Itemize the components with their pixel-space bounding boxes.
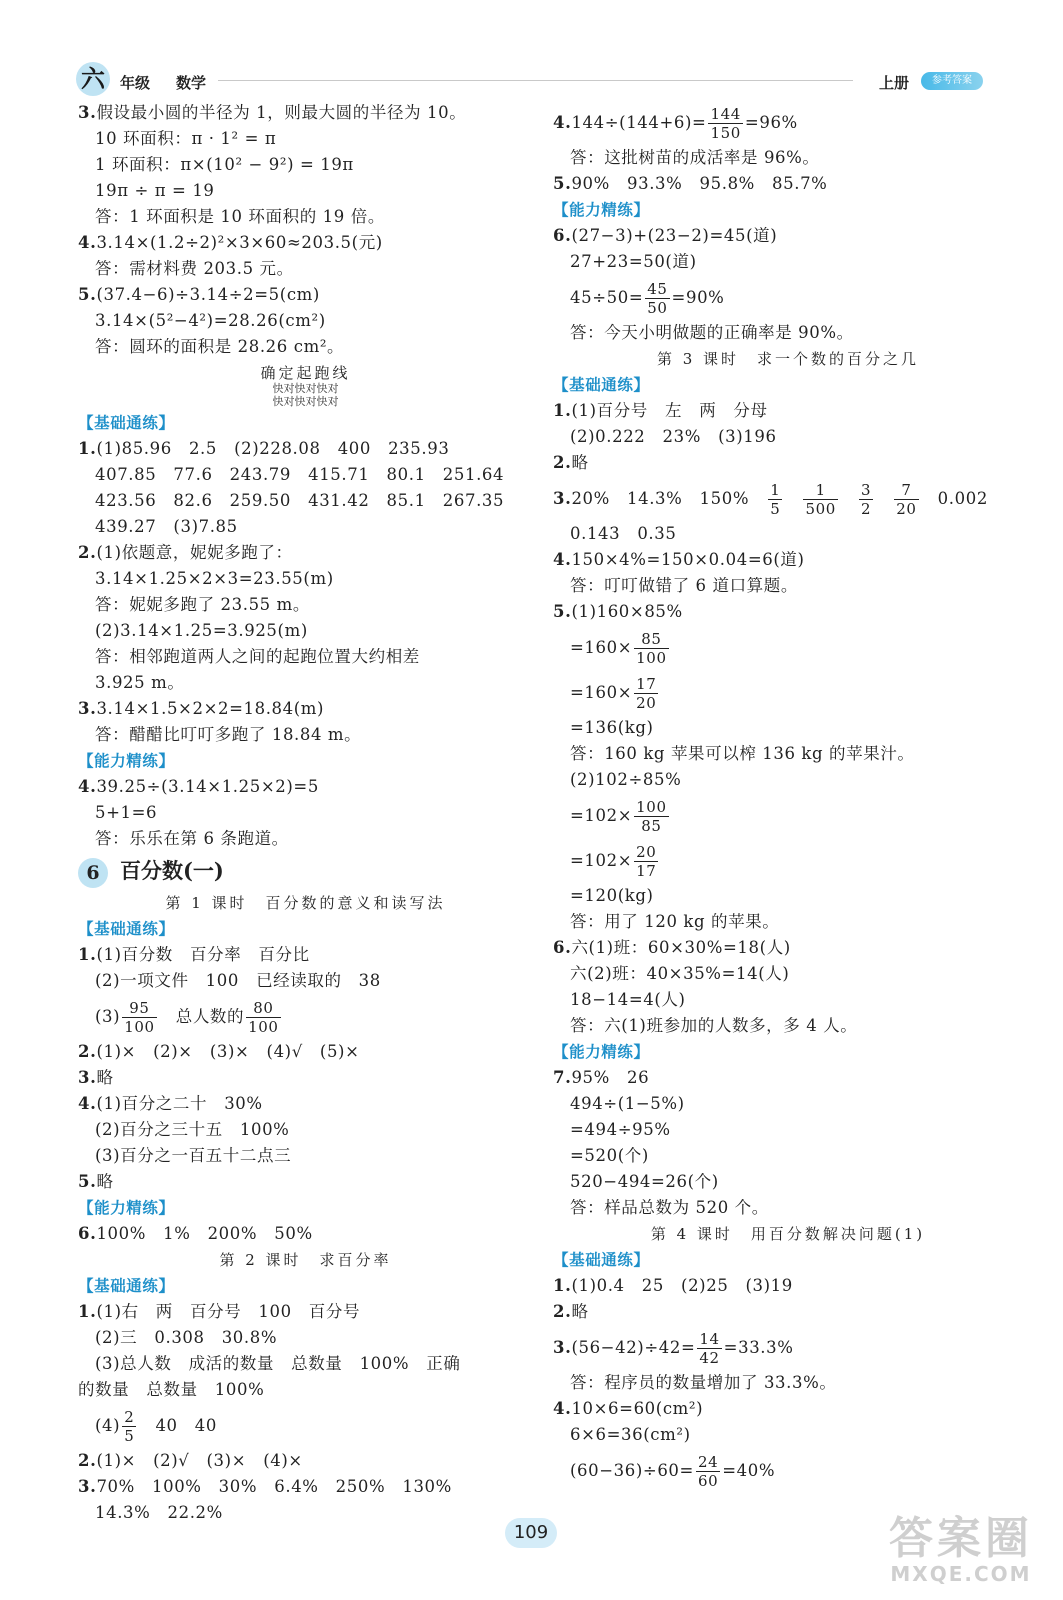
chapter-number: 6 xyxy=(78,858,108,888)
text-segment: (3) xyxy=(95,1007,121,1026)
answer-line xyxy=(78,566,533,592)
page-header xyxy=(68,58,983,98)
answer-line xyxy=(553,573,1023,599)
answer-line xyxy=(553,838,1023,883)
text-segment: 答：今天小明做题的正确率是 90%。 xyxy=(570,323,854,342)
answer-line xyxy=(78,1091,533,1117)
item-number: 3. xyxy=(78,1068,97,1087)
text-segment: (1)右 两 百分号 100 百分号 xyxy=(96,1302,361,1321)
answer-line xyxy=(553,1117,1023,1143)
text-segment: 70% 100% 30% 6.4% 250% 130% xyxy=(96,1477,452,1496)
item-number: 1. xyxy=(78,439,97,458)
section-heading xyxy=(78,748,533,774)
answer-line xyxy=(553,987,1023,1013)
fraction-denominator: 2 xyxy=(861,500,872,518)
text-segment: 20% 14.3% 150% xyxy=(571,489,767,508)
answer-line xyxy=(78,1325,533,1351)
answer-line xyxy=(78,1169,533,1195)
text-segment: =494÷95% xyxy=(570,1120,671,1139)
text-segment: 40 40 xyxy=(138,1416,217,1435)
answer-line xyxy=(553,1396,1023,1422)
answer-line xyxy=(78,230,533,256)
text-segment: 答：叮叮做错了 6 道口算题。 xyxy=(570,576,798,595)
item-number: 2. xyxy=(78,543,97,562)
answer-line xyxy=(553,1448,1023,1493)
fraction-numerator: 2 xyxy=(124,1408,135,1426)
answer-line xyxy=(78,1299,533,1325)
fraction-denominator: 17 xyxy=(636,862,657,880)
answer-line xyxy=(78,644,533,670)
text-segment: (2)3.14×1.25=3.925(m) xyxy=(95,621,308,640)
fraction-denominator: 42 xyxy=(699,1349,720,1367)
text-segment: 的数量 总数量 100% xyxy=(78,1380,265,1399)
text-segment: (60−36)÷60= xyxy=(570,1461,694,1480)
item-number: 4. xyxy=(553,550,572,569)
text-segment: 144÷(144+6)= xyxy=(571,113,707,132)
text-segment: 6×6=36(cm²) xyxy=(570,1425,691,1444)
text-segment: 【基础通练】 xyxy=(553,376,650,394)
text-segment: (1)× (2)× (3)× (4)√ (5)× xyxy=(96,1042,360,1061)
answer-line xyxy=(553,1299,1023,1325)
answer-line xyxy=(78,256,533,282)
item-number: 1. xyxy=(553,401,572,420)
fraction-numerator: 1 xyxy=(803,481,837,500)
text-segment: 答：相邻跑道两人之间的起跑位置大约相差 xyxy=(95,647,420,666)
answer-line xyxy=(78,1221,533,1247)
fraction xyxy=(696,1453,720,1490)
text-segment: 略 xyxy=(571,453,589,472)
page-number: 109 xyxy=(505,1518,557,1548)
chapter-title: 百分数(一) xyxy=(120,858,224,883)
volume-label: 上册 xyxy=(878,74,909,92)
answer-line xyxy=(553,100,1023,145)
text-segment: 0.002 xyxy=(920,489,988,508)
answer-line xyxy=(553,275,1023,320)
text-segment: 423.56 82.6 259.50 431.42 85.1 267.35 xyxy=(95,491,505,510)
scribble-text: 快对快对快对 xyxy=(272,382,339,395)
answer-line xyxy=(553,715,1023,741)
answer-line xyxy=(553,1143,1023,1169)
answer-line xyxy=(78,1377,533,1403)
text-segment: 略 xyxy=(96,1068,114,1087)
answer-line xyxy=(78,334,533,360)
answer-line xyxy=(78,204,533,230)
text-segment: 5+1=6 xyxy=(95,803,158,822)
section-heading xyxy=(78,916,533,942)
text-segment: (1)× (2)√ (3)× (4)× xyxy=(96,1451,303,1470)
answer-line xyxy=(553,521,1023,547)
text-segment: 答：需材料费 203.5 元。 xyxy=(95,259,294,278)
answer-line xyxy=(553,909,1023,935)
section-heading xyxy=(78,1195,533,1221)
fraction-numerator: 17 xyxy=(636,675,657,693)
answer-line xyxy=(78,592,533,618)
answer-line xyxy=(78,1474,533,1500)
text-segment: =160× xyxy=(570,638,633,657)
text-segment: 3.14×(1.2÷2)²×3×60≈203.5(元) xyxy=(96,233,383,252)
text-segment: 答：六(1)班参加的人数多，多 4 人。 xyxy=(570,1016,858,1035)
text-segment: =136(kg) xyxy=(570,718,654,737)
text-segment: 答：醋醋比叮叮多跑了 18.84 m。 xyxy=(95,725,362,744)
scribble-text: 快对快对快对 xyxy=(272,395,339,408)
fraction-denominator: 5 xyxy=(770,500,781,518)
fraction-denominator: 85 xyxy=(641,817,662,835)
subject-label: 数学 xyxy=(176,74,207,92)
text-segment: 3.14×1.25×2×3=23.55(m) xyxy=(95,569,334,588)
text-segment: 14.3% 22.2% xyxy=(95,1503,223,1522)
answer-line xyxy=(78,488,533,514)
answer-line xyxy=(553,1273,1023,1299)
text-segment: (1)百分号 左 两 分母 xyxy=(571,401,768,420)
lesson-title xyxy=(78,890,533,916)
answer-line xyxy=(78,308,533,334)
text-segment: (1)百分数 百分率 百分比 xyxy=(96,945,310,964)
item-number: 3. xyxy=(78,699,97,718)
answer-line xyxy=(78,1117,533,1143)
answer-line xyxy=(553,547,1023,573)
answer-line xyxy=(553,1325,1023,1370)
fraction-denominator: 500 xyxy=(805,500,836,518)
answer-line xyxy=(78,942,533,968)
text-segment: 10×6=60(cm²) xyxy=(571,1399,704,1418)
text-segment: 95% 26 xyxy=(571,1068,650,1087)
text-segment: 18−14=4(人) xyxy=(570,990,686,1009)
answer-line xyxy=(78,178,533,204)
answer-line xyxy=(78,696,533,722)
fraction xyxy=(634,843,658,880)
text-segment xyxy=(875,489,892,508)
answer-line xyxy=(78,1500,533,1526)
answer-line xyxy=(553,450,1023,476)
item-number: 4. xyxy=(553,1399,572,1418)
text-segment: (27−3)+(23−2)=45(道) xyxy=(571,226,778,245)
answer-line xyxy=(553,625,1023,670)
text-segment: 1 环面积：π×(10² − 9²) = 19π xyxy=(95,155,354,174)
answer-line xyxy=(78,774,533,800)
fraction xyxy=(894,481,918,518)
answer-line xyxy=(78,1448,533,1474)
fraction-denominator: 20 xyxy=(896,500,917,518)
fraction xyxy=(122,1408,136,1445)
text-segment: 六(2)班：40×35%=14(人) xyxy=(570,964,790,983)
text-segment: 确定起跑线 xyxy=(260,364,351,382)
fraction-numerator: 85 xyxy=(634,630,668,649)
fraction xyxy=(645,280,669,317)
text-segment: 答：妮妮多跑了 23.55 m。 xyxy=(95,595,310,614)
lesson-title xyxy=(78,1247,533,1273)
text-segment: 【能力精练】 xyxy=(78,1199,175,1217)
item-number: 3. xyxy=(78,103,97,122)
item-number: 4. xyxy=(78,777,97,796)
fraction xyxy=(768,481,782,518)
answer-line xyxy=(78,1143,533,1169)
fraction-denominator: 150 xyxy=(710,124,741,142)
text-segment: 【基础通练】 xyxy=(78,920,175,938)
text-segment: 520−494=26(个) xyxy=(570,1172,719,1191)
text-segment: 第 1 课时 百分数的意义和读写法 xyxy=(165,894,446,912)
text-segment: =40% xyxy=(722,1461,776,1480)
section-heading xyxy=(553,1247,1023,1273)
text-segment: (1)依题意，妮妮多跑了： xyxy=(96,543,293,562)
fraction xyxy=(122,999,156,1036)
answer-line xyxy=(553,249,1023,275)
text-segment: 3.14×(5²−4²)=28.26(cm²) xyxy=(95,311,326,330)
item-number: 6. xyxy=(78,1224,97,1243)
answer-line xyxy=(78,462,533,488)
answer-line xyxy=(553,599,1023,625)
fraction-numerator: 14 xyxy=(699,1330,720,1348)
item-number: 6. xyxy=(553,226,572,245)
answer-line xyxy=(78,800,533,826)
item-number: 2. xyxy=(78,1042,97,1061)
fraction-denominator: 100 xyxy=(636,649,667,667)
lesson-title xyxy=(553,346,1023,372)
text-segment: =96% xyxy=(744,113,798,132)
grade-badge: 六 xyxy=(76,62,110,96)
item-number: 3. xyxy=(553,489,572,508)
text-segment: 407.85 77.6 243.79 415.71 80.1 251.64 xyxy=(95,465,505,484)
text-segment: =120(kg) xyxy=(570,886,654,905)
text-segment: 10 环面积：π · 1² = π xyxy=(95,129,277,148)
text-segment: 3.14×1.5×2×2=18.84(m) xyxy=(96,699,325,718)
item-number: 4. xyxy=(78,1094,97,1113)
section-heading xyxy=(553,1039,1023,1065)
grade-label: 年级 xyxy=(120,74,151,92)
fraction-numerator: 20 xyxy=(636,843,657,861)
item-number: 5. xyxy=(553,174,572,193)
answer-line xyxy=(553,961,1023,987)
answer-line xyxy=(78,1403,533,1448)
answer-key-badge: 参考答案 xyxy=(921,72,983,90)
text-segment: 439.27 (3)7.85 xyxy=(95,517,238,536)
fraction-numerator: 24 xyxy=(697,1453,719,1471)
item-number: 4. xyxy=(78,233,97,252)
fraction xyxy=(634,675,658,712)
text-segment: =102× xyxy=(570,851,633,870)
answer-line xyxy=(78,1065,533,1091)
item-number: 3. xyxy=(553,1338,572,1357)
text-segment: 答：160 kg 苹果可以榨 136 kg 的苹果汁。 xyxy=(570,744,915,763)
fraction-denominator: 5 xyxy=(124,1427,135,1445)
text-segment: 总人数的 xyxy=(158,1007,245,1026)
text-segment: 第 2 课时 求百分率 xyxy=(219,1251,392,1269)
text-segment: 【基础通练】 xyxy=(78,1277,175,1295)
watermark xyxy=(889,1513,1033,1586)
fraction xyxy=(246,999,280,1036)
fraction-numerator: 80 xyxy=(246,999,280,1018)
chapter-heading xyxy=(78,852,533,890)
text-segment: 【基础通练】 xyxy=(78,414,175,432)
lesson-title xyxy=(553,1221,1023,1247)
text-segment: 略 xyxy=(571,1302,589,1321)
section-heading xyxy=(78,1273,533,1299)
text-segment xyxy=(784,489,801,508)
text-segment: (2)百分之三十五 100% xyxy=(95,1120,290,1139)
text-segment: (1)160×85% xyxy=(571,602,683,621)
fraction-denominator: 100 xyxy=(124,1018,155,1036)
answer-line xyxy=(553,320,1023,346)
answer-line xyxy=(553,1422,1023,1448)
text-segment: 39.25÷(3.14×1.25×2)=5 xyxy=(96,777,319,796)
header-rule xyxy=(218,80,853,81)
text-segment: 3.925 m。 xyxy=(95,673,185,692)
text-segment: (56−42)÷42= xyxy=(571,1338,696,1357)
text-segment: 494÷(1−5%) xyxy=(570,1094,685,1113)
item-number: 5. xyxy=(78,285,97,304)
answer-line xyxy=(78,282,533,308)
text-segment: (2)0.222 23% (3)196 xyxy=(570,427,777,446)
answer-line xyxy=(78,100,533,126)
answer-line xyxy=(553,171,1023,197)
fraction-denominator: 20 xyxy=(636,694,657,712)
section-heading xyxy=(553,197,1023,223)
text-segment: 六(1)班：60×30%=18(人) xyxy=(571,938,791,957)
answer-line xyxy=(553,670,1023,715)
fraction xyxy=(697,1330,721,1367)
fraction xyxy=(859,481,873,518)
text-segment: =102× xyxy=(570,806,633,825)
text-segment: 45÷50= xyxy=(570,288,644,307)
text-segment: =520(个) xyxy=(570,1146,649,1165)
fraction xyxy=(803,481,837,518)
text-segment: 第 4 课时 用百分数解决问题(1) xyxy=(650,1225,926,1243)
item-number: 5. xyxy=(78,1172,97,1191)
watermark-url: MXQE.COM xyxy=(890,1562,1032,1586)
text-segment: 答：乐乐在第 6 条跑道。 xyxy=(95,829,289,848)
text-segment: 100% 1% 200% 50% xyxy=(96,1224,313,1243)
text-segment: 【基础通练】 xyxy=(553,1251,650,1269)
answer-line xyxy=(78,670,533,696)
text-segment: (37.4−6)÷3.14÷2=5(cm) xyxy=(96,285,320,304)
text-segment: (2)一项文件 100 已经读取的 38 xyxy=(95,971,381,990)
answer-line xyxy=(553,223,1023,249)
text-segment: (3)总人数 成活的数量 总数量 100% 正确 xyxy=(95,1354,461,1373)
item-number: 2. xyxy=(553,453,572,472)
answer-line xyxy=(78,994,533,1039)
item-number: 1. xyxy=(78,1302,97,1321)
answer-line xyxy=(553,1370,1023,1396)
answer-line xyxy=(78,126,533,152)
text-segment: 答：1 环面积是 10 环面积的 19 倍。 xyxy=(95,207,385,226)
text-segment: =33.3% xyxy=(723,1338,794,1357)
item-number: 6. xyxy=(553,938,572,957)
fraction-numerator: 45 xyxy=(647,280,668,298)
text-segment: 【能力精练】 xyxy=(553,201,650,219)
text-segment: 答：这批树苗的成活率是 96%。 xyxy=(570,148,820,167)
fraction-numerator: 100 xyxy=(636,798,667,816)
fraction-numerator: 1 xyxy=(770,481,781,499)
watermark-logo-text: 答案圈 xyxy=(889,1513,1033,1564)
answer-line xyxy=(553,398,1023,424)
answer-line xyxy=(553,1169,1023,1195)
answer-line xyxy=(78,618,533,644)
answer-line xyxy=(78,722,533,748)
right-column xyxy=(553,100,1023,1493)
answer-line xyxy=(78,1351,533,1377)
text-segment: 答：样品总数为 520 个。 xyxy=(570,1198,769,1217)
answer-line xyxy=(553,1195,1023,1221)
text-segment: =160× xyxy=(570,683,633,702)
answer-line xyxy=(78,514,533,540)
fraction-numerator: 3 xyxy=(861,481,872,499)
answer-line xyxy=(553,1091,1023,1117)
answer-line xyxy=(78,968,533,994)
fraction-numerator: 144 xyxy=(710,105,741,123)
fraction xyxy=(708,105,742,142)
item-number: 1. xyxy=(553,1276,572,1295)
answer-line xyxy=(78,152,533,178)
answer-line xyxy=(78,540,533,566)
text-segment: 假设最小圆的半径为 1，则最大圆的半径为 10。 xyxy=(96,103,467,122)
answer-line xyxy=(553,767,1023,793)
text-segment: =90% xyxy=(671,288,725,307)
answer-line xyxy=(553,424,1023,450)
text-segment: 答：用了 120 kg 的苹果。 xyxy=(570,912,780,931)
text-segment: 第 3 课时 求一个数的百分之几 xyxy=(656,350,920,368)
text-segment: 答：程序员的数量增加了 33.3%。 xyxy=(570,1373,837,1392)
answer-line xyxy=(553,476,1023,521)
item-number: 2. xyxy=(553,1302,572,1321)
item-number: 1. xyxy=(78,945,97,964)
text-segment: 【能力精练】 xyxy=(553,1043,650,1061)
text-segment xyxy=(840,489,857,508)
text-segment: 0.143 0.35 xyxy=(570,524,677,543)
answer-line xyxy=(553,1013,1023,1039)
text-segment: 【能力精练】 xyxy=(78,752,175,770)
fraction-denominator: 50 xyxy=(647,299,668,317)
text-segment: (2)102÷85% xyxy=(570,770,682,789)
fraction xyxy=(634,798,668,835)
text-segment: (1)0.4 25 (2)25 (3)19 xyxy=(571,1276,793,1295)
text-segment: (1)百分之二十 30% xyxy=(96,1094,263,1113)
fraction-denominator: 100 xyxy=(248,1018,279,1036)
scribble-annotation xyxy=(78,382,533,410)
text-segment: 150×4%=150×0.04=6(道) xyxy=(571,550,805,569)
item-number: 5. xyxy=(553,602,572,621)
fraction xyxy=(634,630,668,667)
fraction-denominator: 60 xyxy=(697,1472,719,1490)
text-segment: 90% 93.3% 95.8% 85.7% xyxy=(571,174,828,193)
answer-line xyxy=(78,436,533,462)
answer-line xyxy=(553,793,1023,838)
text-segment: (2)三 0.308 30.8% xyxy=(95,1328,278,1347)
text-segment: (3)百分之一百五十二点三 xyxy=(95,1146,292,1165)
answer-line xyxy=(553,741,1023,767)
answer-line xyxy=(78,826,533,852)
fraction-numerator: 95 xyxy=(122,999,156,1018)
text-segment: (1)85.96 2.5 (2)228.08 400 235.93 xyxy=(96,439,450,458)
text-segment: (4) xyxy=(95,1416,121,1435)
text-segment: 答：圆环的面积是 28.26 cm²。 xyxy=(95,337,345,356)
text-segment: 27+23=50(道) xyxy=(570,252,697,271)
answer-line xyxy=(553,935,1023,961)
item-number: 3. xyxy=(78,1477,97,1496)
item-number: 2. xyxy=(78,1451,97,1470)
item-number: 7. xyxy=(553,1068,572,1087)
section-heading xyxy=(553,372,1023,398)
answer-line xyxy=(553,145,1023,171)
text-segment: 略 xyxy=(96,1172,114,1191)
answer-line xyxy=(553,883,1023,909)
text-segment: 19π ÷ π = 19 xyxy=(95,181,215,200)
answer-line xyxy=(78,1039,533,1065)
fraction-numerator: 7 xyxy=(894,481,918,500)
left-column xyxy=(78,100,533,1526)
item-number: 4. xyxy=(553,113,572,132)
section-heading xyxy=(78,410,533,436)
answer-line xyxy=(553,1065,1023,1091)
